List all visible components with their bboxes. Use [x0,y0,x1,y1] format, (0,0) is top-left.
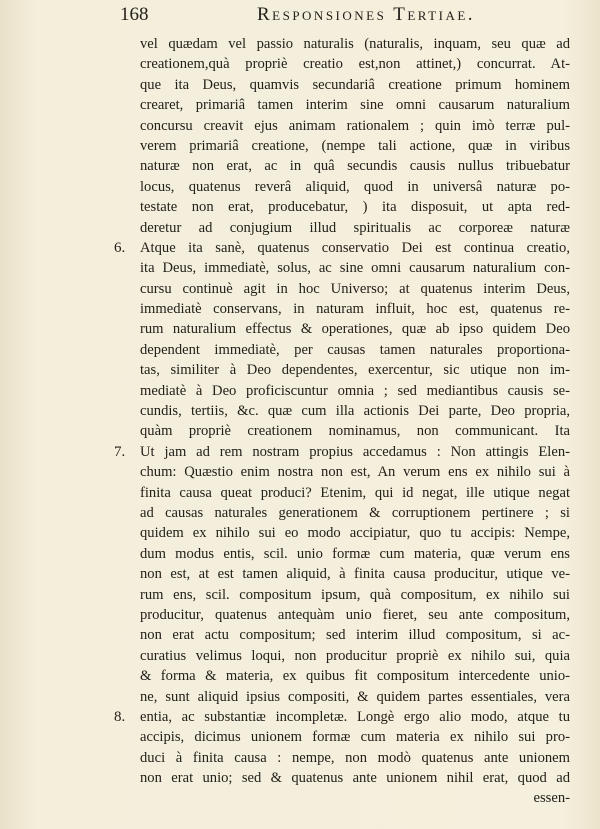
text-line [140,462,570,482]
line-text: Ut jam ad rem nostram propius accedamus : Non attingis Elen- [140,443,570,460]
text-line [140,299,570,319]
text-line [140,727,570,747]
line-text: ad causas naturales generationem & corruptionem pertinere ; si [140,504,570,521]
running-head: Responsiones Tertiae. [256,4,476,25]
line-text: producitur, quatenus antequàm unio fieret, seu ante compositum, [140,606,570,623]
text-line [140,503,570,523]
text-line [140,116,570,136]
line-text: non erat actu compositum; sed interim illud compositum, si ac- [140,627,570,644]
page-number: 168 [120,4,149,25]
text-line [140,75,570,95]
text-line [140,401,570,421]
text-line [140,279,570,299]
section-number: 7. [114,443,126,460]
text-line [140,197,570,217]
text-line [140,319,570,339]
line-text: cursu continuè agit in hoc Universo; at quatenus interim Deus, [140,280,570,297]
line-text: rum ens, scil. compositum ipsum, quà compositum, ex nihilo sui [140,586,570,603]
text-line [140,666,570,686]
line-text: chum: Quæstio enim nostra non est, An verum ens ex nihilo sui à [140,464,570,481]
line-text: cundis, tertiis, &c. quæ cum illa actionis Dei parte, Deo propria, [140,403,570,420]
line-text: vel quædam vel passio naturalis (naturalis, inquam, seu quæ ad [140,36,570,52]
line-text: que ita Deus, quamvis secundariâ creatione primum hominem [140,76,570,93]
text-line [140,218,570,238]
text-line [140,483,570,503]
text-line [114,707,570,727]
section-number: 8. [114,708,126,725]
text-line [140,625,570,645]
line-text: locus, quatenus reverâ aliquid, quod in universâ naturæ po- [140,178,570,195]
text-line [140,646,570,666]
line-text: dependent immediatè, per causas tamen naturales proportiona- [140,341,570,358]
line-text: crearet, primariâ tamen interim sine omni causarum naturalium [140,97,570,114]
line-text: ne, sunt aliquid ipsius compositi, & quidem partes essentiales, vera [140,688,570,705]
line-text: accipis, dicimus unionem formæ cum materia ex nihilo sui pro- [140,729,570,746]
line-text: ita Deus, immediatè, solus, ac sine omni causarum naturalium con- [140,260,570,277]
line-text: creationem,quà propriè creatio est,non attinet,) concurrat. At- [140,56,570,73]
text-line [140,156,570,176]
line-text: entia, ac substantiæ incompletæ. Longè ergo alio modo, atque tu [140,708,570,725]
line-text: concursu creavit ejus animam rationalem ; quin imò terræ pul- [140,117,570,134]
line-text: non est, at est tamen aliquid, à finita causa producitur, utique ve- [140,566,570,583]
text-line [140,34,570,54]
line-text: naturæ non erat, ac in quâ secundis causis nullus tribuebatur [140,158,570,175]
text-line [140,605,570,625]
line-text: verem primariâ creatione, (nempe tali actione, quæ in viribus [140,137,570,154]
text-line [140,544,570,564]
line-text: immediatè conservans, in naturam influit, hoc est, quatenus re- [140,301,570,318]
line-text: rum naturalium effectus & operationes, quæ ab ipso quidem Deo [140,321,570,338]
text-line [140,381,570,401]
text-line [140,340,570,360]
line-text: finita causa queat produci? Etenim, qui id negat, ille utique negat [140,484,570,501]
text-line [140,54,570,74]
text-line [140,748,570,768]
line-text: quàm propriè creationem nominamus, non communicant. Ita [140,423,570,440]
text-line [140,258,570,278]
text-line [140,360,570,380]
text-line [140,687,570,707]
text-line [140,523,570,543]
text-line [140,95,570,115]
text-line [114,442,570,462]
line-text: dum modus entis, scil. unio formæ cum materia, quæ verum ens [140,545,570,562]
line-text: quidem ex nihilo sui eo modo accipiatur, quo tu accipis: Nempe, [140,525,570,542]
body-text [114,34,570,809]
line-text: testate non erat, producebatur, ) ita disposuit, ut apta red- [140,199,570,216]
text-line [140,585,570,605]
text-line [140,136,570,156]
line-text: & forma & materia, ex quibus fit compositum intercedente unio- [140,668,570,685]
text-line [140,788,570,808]
line-text: mediatè à Deo proficiscuntur omnia ; sed mediantibus causis se- [140,382,570,399]
page-header [120,4,552,30]
text-line [140,421,570,441]
text-line [114,238,570,258]
text-line [140,177,570,197]
text-line [140,768,570,788]
line-text: deretur ad conjugium illud spiritualis ac corporeæ naturæ [140,219,570,236]
line-text: curatius velimus loqui, non producitur propriè ex nihilo sui, quia [140,647,570,664]
line-text: duci à finita causa : nempe, non modò quatenus ante unionem [140,749,570,766]
line-text: essen- [533,790,570,807]
line-text: non erat unio; sed & quatenus ante unionem nihil erat, quod ad [140,770,570,787]
line-text: tas, similiter à Deo dependentes, exercentur, sic utique non im- [140,362,570,379]
section-number: 6. [114,239,126,256]
line-text: Atque ita sanè, quatenus conservatio Dei est continua creatio, [140,239,570,256]
text-line [140,564,570,584]
